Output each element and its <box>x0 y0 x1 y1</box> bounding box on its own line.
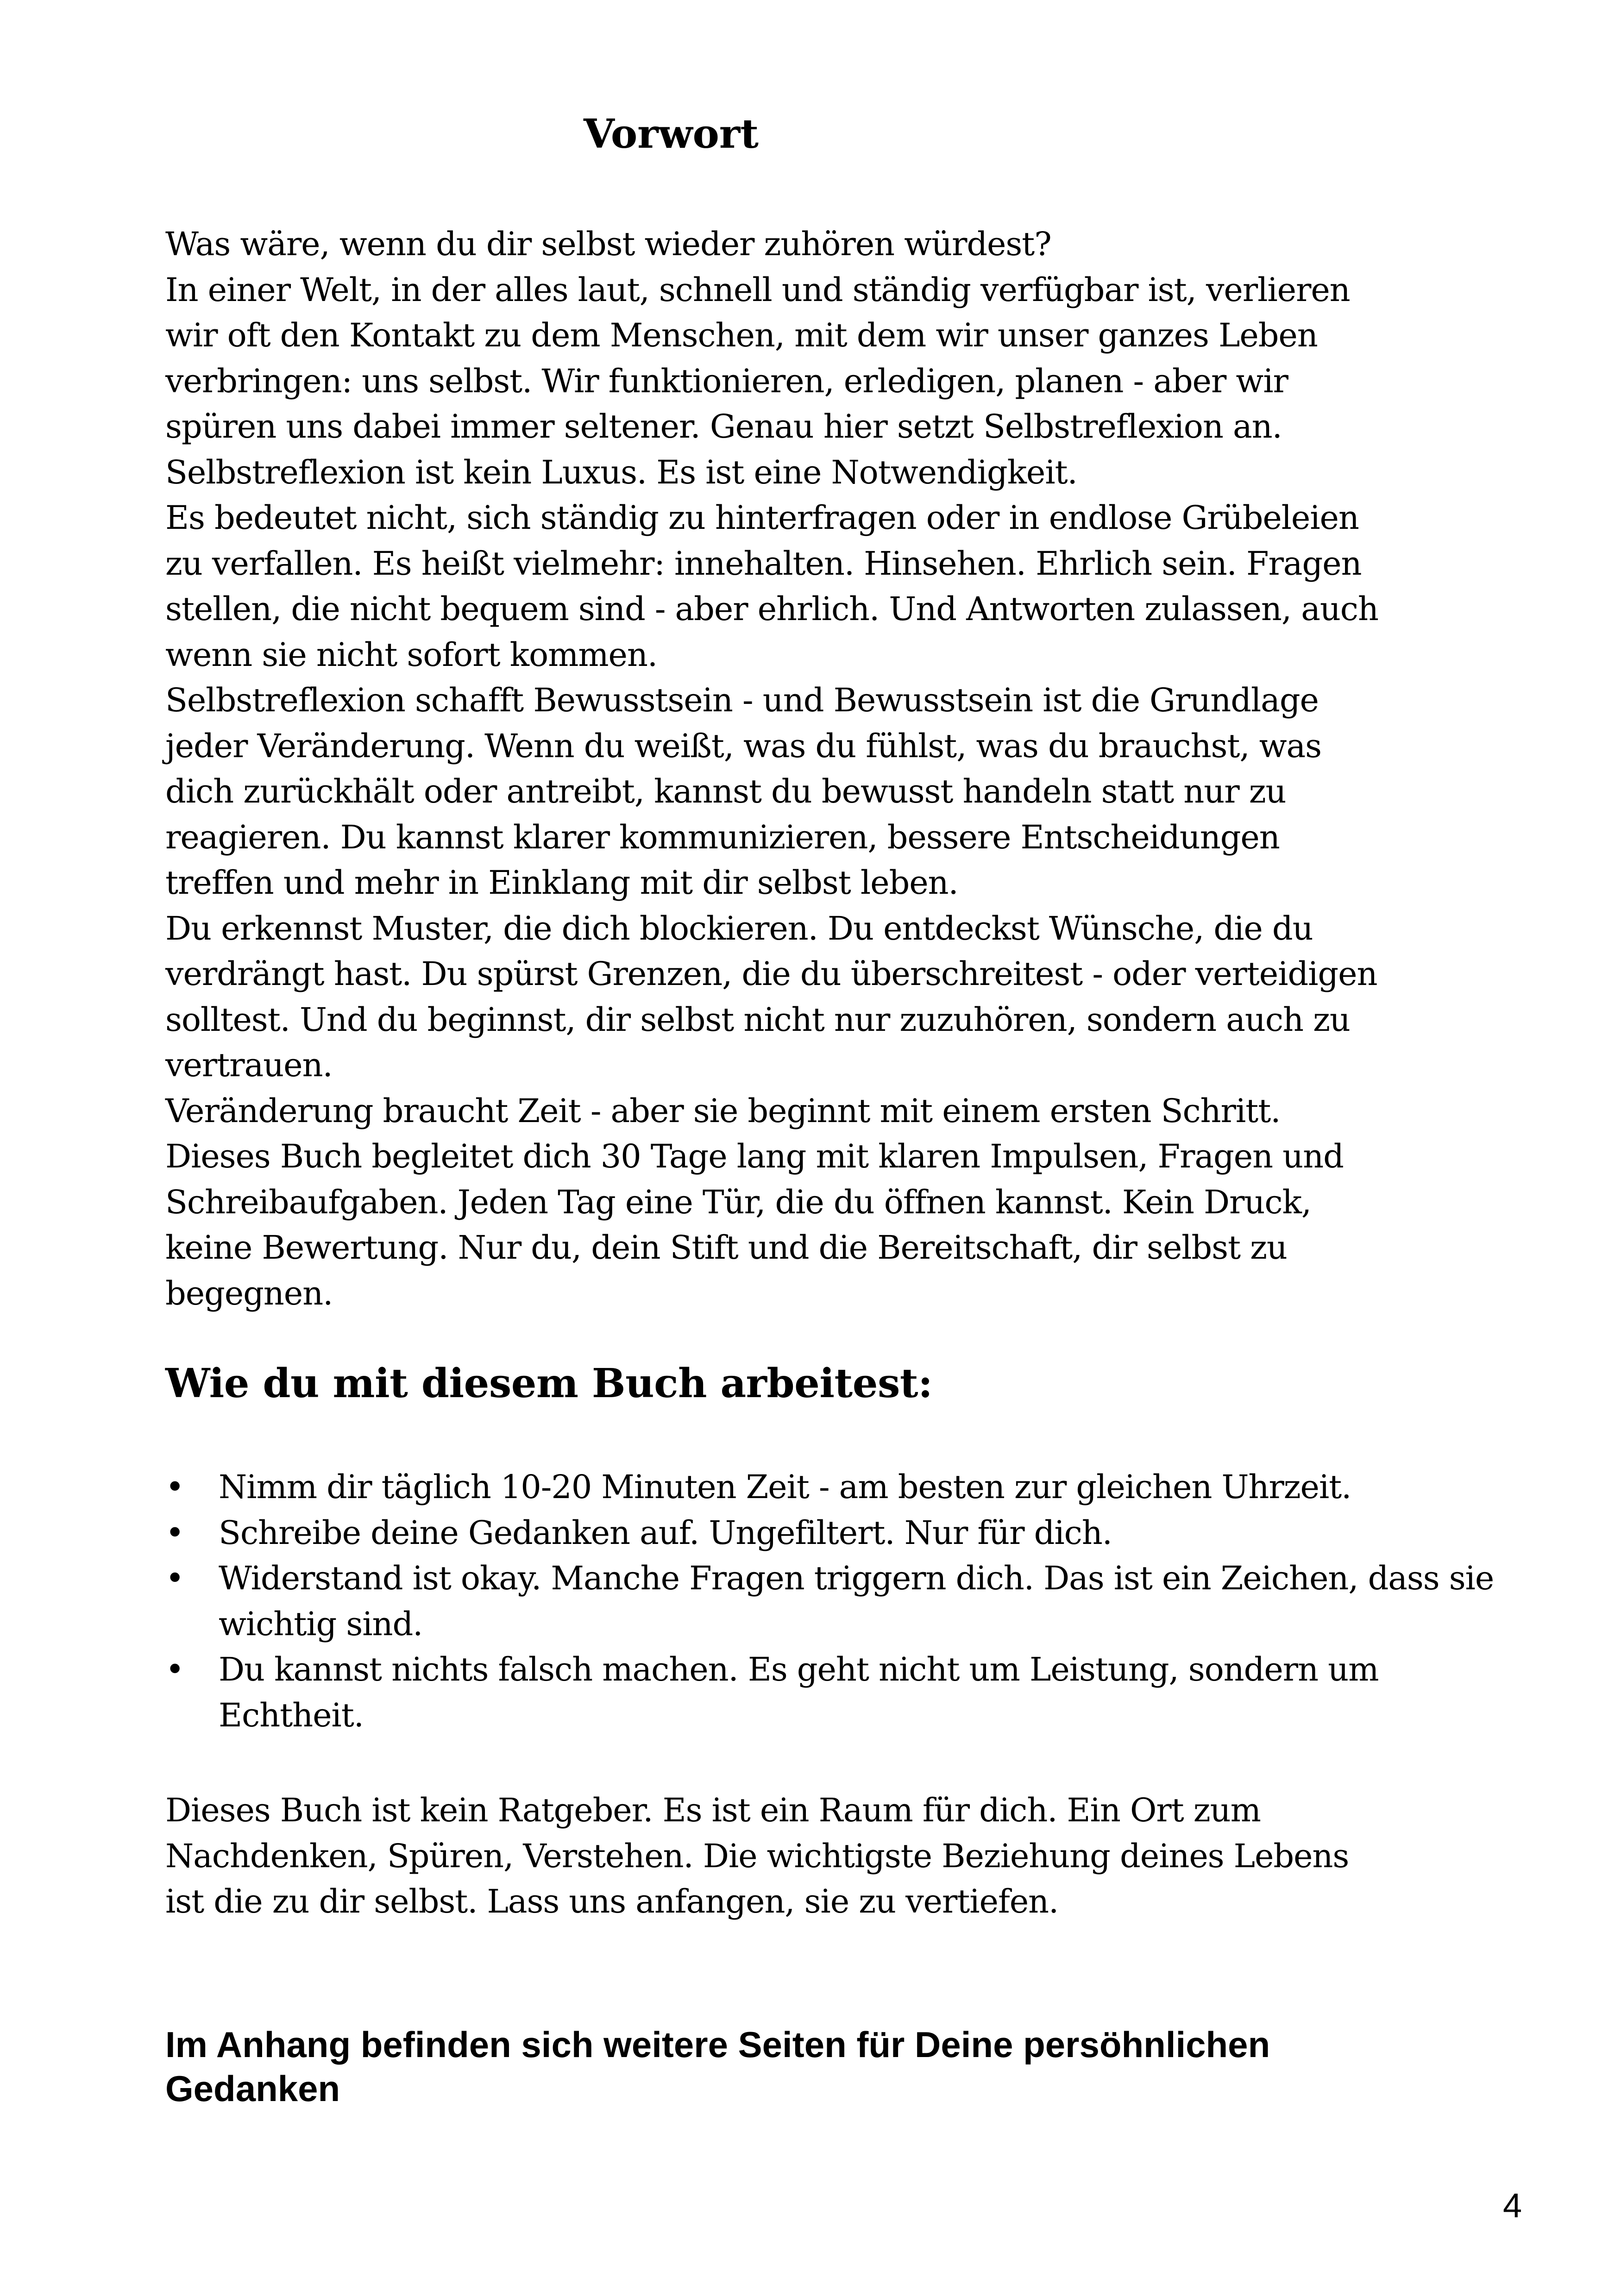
text-line: solltest. Und du beginnst, dir selbst nicht nur zuzuhören, sondern auch zu <box>165 1000 1350 1039</box>
list-item-text: wichtig sind. <box>219 1605 423 1643</box>
text-line: Selbstreflexion ist kein Luxus. Es ist eine Notwendigkeit. <box>165 453 1077 491</box>
text-line: In einer Welt, in der alles laut, schnell und ständig verfügbar ist, verlieren <box>165 270 1350 309</box>
list-item <box>165 1510 1555 1556</box>
text-line: jeder Veränderung. Wenn du weißt, was du fühlst, was du brauchst, was <box>165 727 1321 765</box>
appendix-note-line: Im Anhang befinden sich weitere Seiten für Deine persöhnlichen <box>165 2024 1270 2065</box>
appendix-note-line: Gedanken <box>165 2068 340 2109</box>
text-line: verdrängt hast. Du spürst Grenzen, die du überschreitest - oder verteidigen <box>165 955 1377 993</box>
text-line: Nachdenken, Spüren, Verstehen. Die wichtigste Beziehung deines Lebens <box>165 1837 1349 1875</box>
list-item <box>165 1647 1555 1738</box>
list-item <box>165 1464 1555 1510</box>
intro-text <box>165 221 1508 1316</box>
text-line: Du erkennst Muster, die dich blockieren. Du entdeckst Wünsche, die du <box>165 909 1313 947</box>
bullet-icon: • <box>165 1559 185 1597</box>
text-line: stellen, die nicht bequem sind - aber ehrlich. Und Antworten zulassen, auch <box>165 590 1378 628</box>
list-item-text: Schreibe deine Gedanken auf. Ungefiltert. Nur für dich. <box>219 1513 1112 1552</box>
page-number: 4 <box>1503 2186 1522 2225</box>
text-line: dich zurückhält oder antreibt, kannst du bewusst handeln statt nur zu <box>165 772 1286 810</box>
text-line: ist die zu dir selbst. Lass uns anfangen, sie zu vertiefen. <box>165 1882 1059 1920</box>
text-line: verbringen: uns selbst. Wir funktionieren, erledigen, planen - aber wir <box>165 362 1288 400</box>
list-item <box>165 1556 1555 1647</box>
section-heading: Wie du mit diesem Buch arbeitest: <box>165 1360 933 1407</box>
text-line: treffen und mehr in Einklang mit dir selbst leben. <box>165 864 958 902</box>
bullet-icon: • <box>165 1513 185 1552</box>
text-line: Schreibaufgaben. Jeden Tag eine Tür, die du öffnen kannst. Kein Druck, <box>165 1183 1311 1221</box>
text-line: wenn sie nicht sofort kommen. <box>165 635 658 674</box>
text-line: keine Bewertung. Nur du, dein Stift und die Bereitschaft, dir selbst zu <box>165 1229 1287 1267</box>
bullet-icon: • <box>165 1468 185 1506</box>
list-item-text: Echtheit. <box>219 1696 364 1734</box>
text-line: vertrauen. <box>165 1046 333 1084</box>
closing-text <box>165 1788 1508 1925</box>
text-line: zu verfallen. Es heißt vielmehr: innehalten. Hinsehen. Ehrlich sein. Fragen <box>165 544 1362 583</box>
list-item-text: Du kannst nichts falsch machen. Es geht nicht um Leistung, sondern um <box>219 1650 1379 1688</box>
list-item-text: Widerstand ist okay. Manche Fragen triggern dich. Das ist ein Zeichen, dass sie <box>219 1559 1494 1597</box>
text-line: spüren uns dabei immer seltener. Genau hier setzt Selbstreflexion an. <box>165 408 1282 445</box>
text-line: begegnen. <box>165 1274 333 1312</box>
text-line: wir oft den Kontakt zu dem Menschen, mit dem wir unser ganzes Leben <box>165 316 1318 354</box>
page-title: Vorwort <box>584 111 759 157</box>
text-line: Dieses Buch begleitet dich 30 Tage lang mit klaren Impulsen, Fragen und <box>165 1137 1344 1175</box>
list-item-text: Nimm dir täglich 10-20 Minuten Zeit - am besten zur gleichen Uhrzeit. <box>219 1468 1351 1506</box>
text-line: Was wäre, wenn du dir selbst wieder zuhören würdest? <box>165 225 1051 263</box>
text-line: reagieren. Du kannst klarer kommunizieren, bessere Entscheidungen <box>165 818 1280 856</box>
text-line: Es bedeutet nicht, sich ständig zu hinterfragen oder in endlose Grübeleien <box>165 499 1359 537</box>
text-line: Veränderung braucht Zeit - aber sie beginnt mit einem ersten Schritt. <box>165 1092 1281 1130</box>
bullet-icon: • <box>165 1650 185 1688</box>
instruction-list <box>165 1464 1555 1738</box>
appendix-note <box>165 2023 1508 2111</box>
text-line: Selbstreflexion schafft Bewusstsein - und Bewusstsein ist die Grundlage <box>165 681 1319 719</box>
text-line: Dieses Buch ist kein Ratgeber. Es ist ein Raum für dich. Ein Ort zum <box>165 1791 1261 1829</box>
